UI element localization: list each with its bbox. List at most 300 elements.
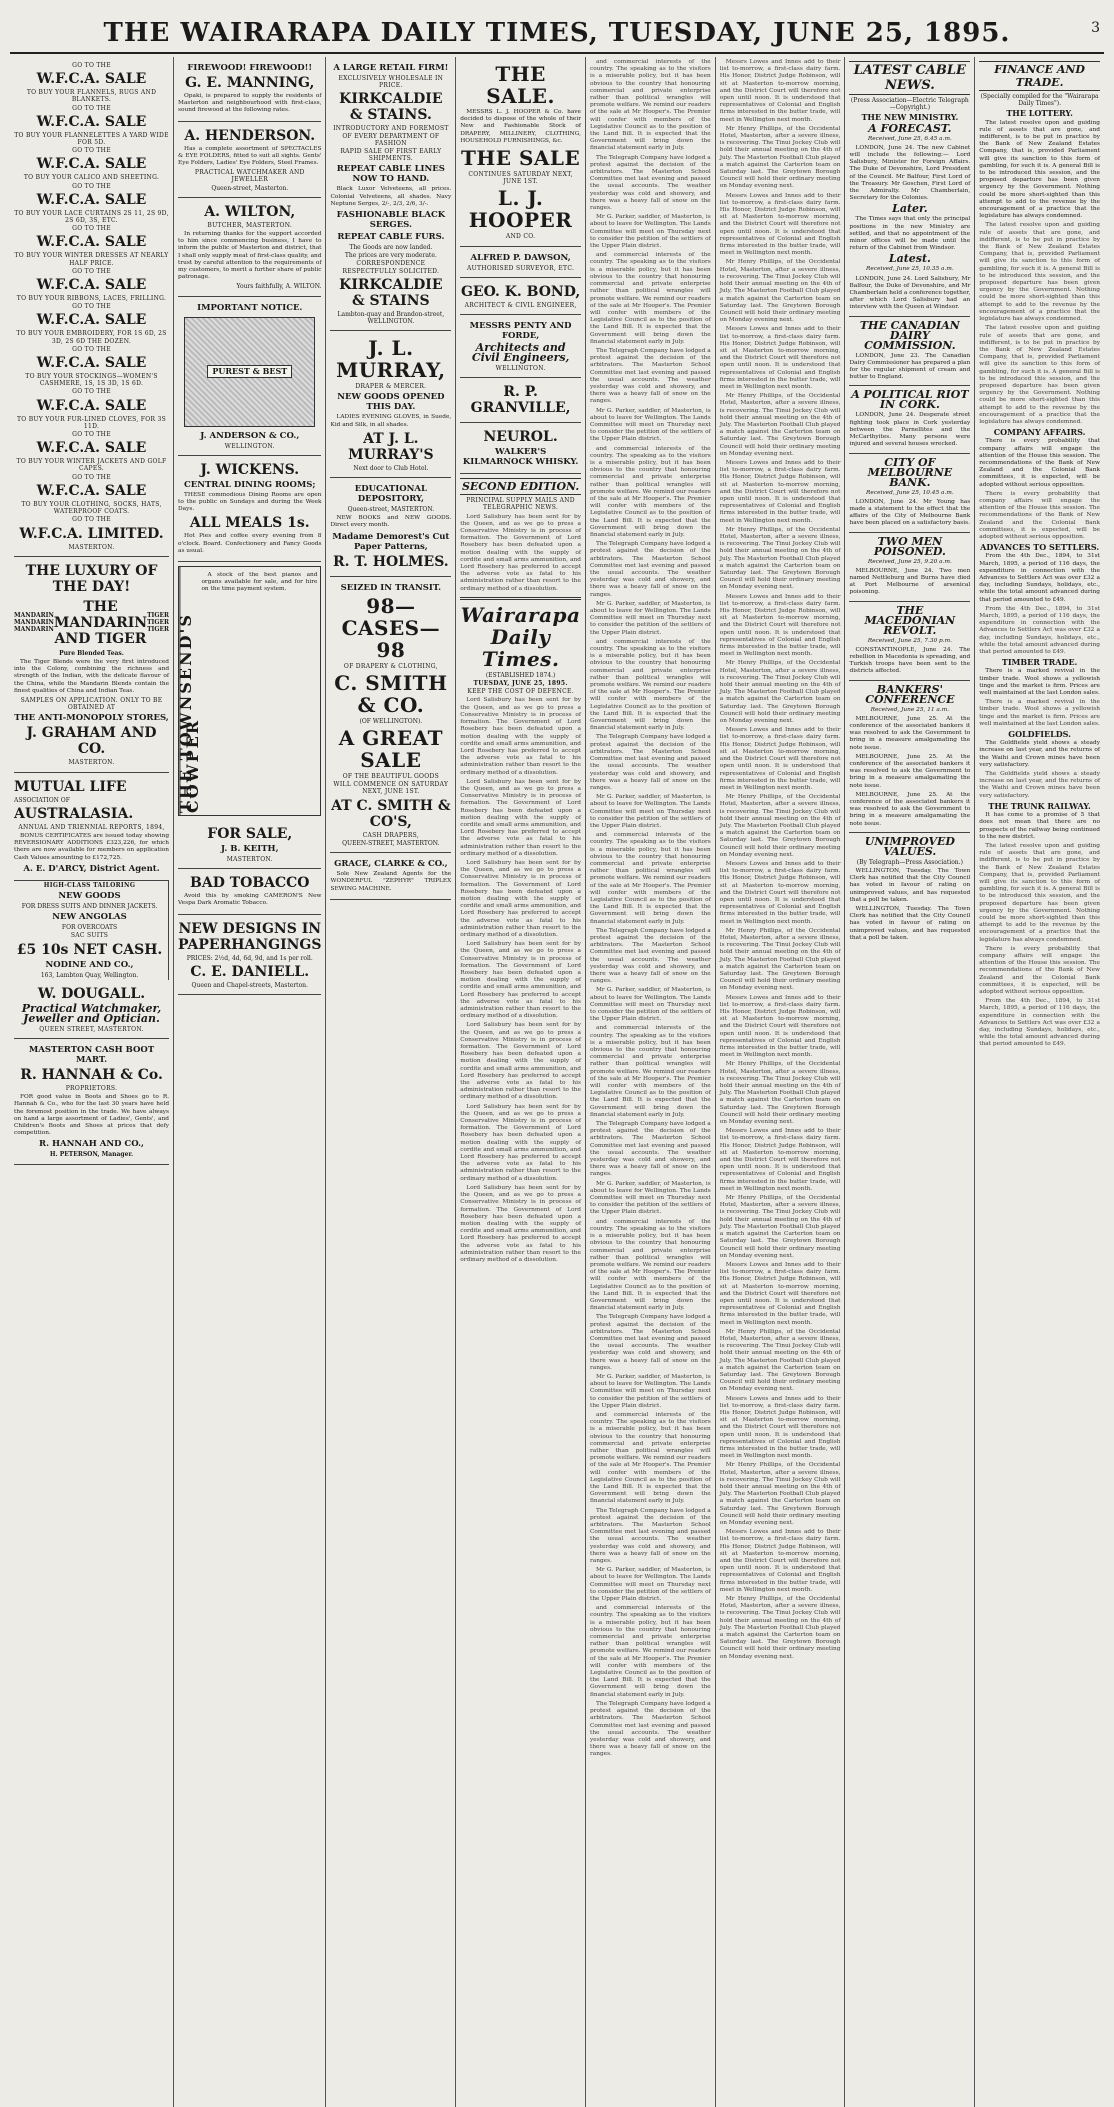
divider: [849, 601, 970, 602]
news-paragraph: Lord Salisbury has been sent for by the Queen, and as we go to press a Conservative Ministry is in process of formation. The Government of Lord Rosebery has been defeated upon a motion dealing with the supply of cordite and small arms ammunition, and Lord Rosebery has preferred to accept the adverse vote as fatal to his administration rather than resort to the ordinary method of a dissolution.: [460, 513, 581, 592]
timber-heading: TIMBER TRADE.: [1001, 657, 1078, 668]
unimproved-text: WELLINGTON, Tuesday. The Town Clerk has notified that the City Council has voted in favour of rating on unimproved values, and has requested that a poll be taken.: [849, 868, 971, 903]
unimproved-text: WELLINGTON, Tuesday. The Town Clerk has notified that the City Council has voted in favour of rating on unimproved values, and has requested that a poll be taken.: [849, 906, 971, 941]
canadian-heading: THE CANADIAN DAIRY COMMISSION.: [859, 318, 960, 352]
wfca-line: TO BUY YOUR RIBBONS, LACES, FRILLING.: [16, 295, 167, 303]
cable-news-heading: LATEST CABLE NEWS.: [849, 61, 970, 95]
dougall-heading: W. DOUGALL.: [37, 985, 146, 1002]
mails-subheading: PRINCIPAL SUPPLY MAILS AND TELEGRAPHIC NEWS.: [466, 497, 575, 512]
repeat-heading: REPEAT CABLE LINES NOW TO HAND.: [336, 164, 445, 185]
advances-heading: ADVANCES TO SETTLERS.: [980, 542, 1100, 553]
penty-role: Architects and Civil Engineers,: [471, 341, 570, 365]
news-paragraph: Mr G. Parker, saddler, of Masterton, is about to leave for Wellington. The Lands Committee will meet on Thursday next to consider the petition of the settlers of the Upper Plain district.: [589, 407, 711, 443]
macedonian-heading: THE MACEDONIAN REVOLT.: [864, 603, 956, 637]
news-paragraph: Messrs Lowes and Innes add to their list to-morrow, a first-class dairy farm. His Honor, District Judge Robinson, will sit at Masterton to-morrow morning, and the District Court will therefore not open until noon. It is understood that representatives of Colonial and English firms interested in the butter trade, will meet in Wellington next month.: [719, 326, 841, 390]
news-paragraph: Mr Henry Phillips, of the Occidental Hotel, Masterton, after a severe illness, is recovering. The Tinui Jockey Club will hold their annual meeting on the 4th of July. The Masterton Football Club played a match against the Carterton team on Saturday last. The Greytown Borough Council will hold their ordinary meeting on Monday evening next.: [719, 794, 841, 858]
news-paragraph: The Telegraph Company have lodged a protest against the decision of the arbitrators. The Masterton School Committee met last evening and passed the usual accounts. The weather yesterday was cold and showery, and there was a heavy fall of snow on the ranges.: [589, 154, 711, 212]
news-paragraph: Mr Henry Phillips, of the Occidental Hotel, Masterton, after a severe illness, is recovering. The Tinui Jockey Club will hold their annual meeting on the 4th of July. The Masterton Football Club played a match against the Carterton team on Saturday last. The Greytown Borough Council will hold their ordinary meeting on Monday evening next.: [719, 125, 841, 190]
news-paragraph: The Telegraph Company have lodged a protest against the decision of the arbitrators. The Masterton School Committee met last evening and passed the usual accounts. The weather yesterday was cold and showery, and there was a heavy fall of snow on the ranges.: [589, 347, 711, 405]
the-sale-heading-2: THE SALE: [460, 146, 581, 171]
dining-text: THESE commodious Dining Rooms are open to the public on Sundays and during the Week Days.: [178, 491, 322, 513]
kirkcaldie-address: Lambton-quay and Brandon-street, WELLINGTON.: [337, 310, 445, 326]
neurol-advert: [460, 423, 581, 474]
firewood-heading: FIREWOOD! FIREWOOD!!: [187, 63, 313, 73]
news-paragraph: Messrs Lowes and Innes add to their list to-morrow, a first-class dairy farm. His Honor, District Judge Robinson, will sit at Masterton to-morrow morning, and the District Court will therefore not open until noon. It is understood that representatives of Colonial and English firms interested in the butter trade, will meet in Wellington next month.: [719, 727, 841, 791]
editorial-paragraph: Lord Salisbury has been sent for by the Queen, and as we go to press a Conservative Ministry is in process of formation. The Government of Lord Rosebery has been defeated upon a motion dealing with the supply of cordite and small arms ammunition, and Lord Rosebery has preferred to accept the adverse vote as fatal to his administration rather than resort to the ordinary method of a dissolution.: [460, 1103, 581, 1182]
news-paragraph: Messrs Lowes and Innes add to their list to-morrow, a first-class dairy farm. His Honor, District Judge Robinson, will sit at Masterton to-morrow morning, and the District Court will therefore not open until noon. It is understood that representatives of Colonial and English firms interested in the butter trade, will meet in Wellington next month.: [719, 860, 841, 925]
illustration-label: PUREST & BEST: [207, 365, 292, 378]
melbourne-text: LONDON, June 24. Mr Young has made a statement to the effect that the affairs of the City of Melbourne Bank have been placed on a satisfactory basis.: [849, 498, 971, 527]
kirkcaldie-footer: KIRKCALDIE & STAINS: [339, 276, 443, 309]
established-text: (ESTABLISHED 1874.): [485, 671, 556, 679]
angolas-heading: NEW ANGOLAS: [52, 912, 127, 923]
news-paragraph: and commercial interests of the country. The speaking as to the visitors is a miserable policy, but it has been obvious to the country that honouring commercial and private enterprise rather than political wrangles will promote welfare. We remind our readers of the sale at Mr Hooper's. The Premier will confer with members of the Legislative Council as to the position of the Land Bill. It is expected that the Government will bring down the financial statement early in July.: [589, 1411, 711, 1505]
wfca-sale-heading: W.F.C.A. SALE: [36, 234, 147, 251]
saturday-text: WILL COMMENCE ON SATURDAY NEXT, JUNE 1ST.: [333, 781, 449, 796]
timber-text: There is a marked revival in the timber trade. Wool shows a yellowish tinge and the market is firm. Prices are well maintained at the last London sales.: [979, 668, 1100, 697]
luxury-heading: THE LUXURY OF THE DAY!: [25, 562, 158, 595]
bond-role: ARCHITECT & CIVIL ENGINEER,: [464, 301, 577, 309]
tailoring-section: [14, 881, 169, 980]
lottery-text: The latest resolve upon and guiding rule of assets that are gone, and indifferent, is to be put in practice by the Bank of New Zealand Estates Company, that is, provided Parliament will give its sanction to this form of gambling, for such it is. A general Bill is to be introduced this session, and the proposed departure has been given urgency by the Government. Nothing could be more short-sighted than this attempt to add to the revenue by the encouragement of a practice that the legislature has always condemned.: [979, 325, 1100, 425]
tiger-label: TIGER: [147, 626, 170, 634]
go-to-text: GO TO THE: [72, 267, 111, 275]
gold-text: The Goldfields yield shows a steady increase on last year, and the returns of the Waihi and Crown mines have been very satisfactory.: [979, 771, 1100, 799]
goods-landed-text: The Goods are now landed.: [349, 244, 433, 252]
hannah-advert: [14, 1039, 169, 1165]
kirkcaldie-heading: KIRKCALDIE & STAINS.: [339, 91, 443, 124]
prices-text: The prices are very moderate.: [344, 252, 437, 260]
tobacco-heading: BAD TOBACCO: [190, 875, 310, 892]
mandarin-tiger-heading: THE MANDARIN AND TIGER: [53, 598, 148, 647]
penty-advert: [460, 315, 581, 378]
tobacco-advert: [178, 869, 321, 914]
tiger-label: TIGER: [147, 612, 170, 620]
forecast-text: LONDON, June 24. The new Cabinet will include the following:— Lord Salisbury, Minister for Foreign Affairs. The Duke of Devonshire, Lord President of the Council. Mr Balfour, First Lord of the Treasury. Mr Goschen, First Lord of the Admiralty. Mr Chamberlain, Secretary for the Colonies.: [849, 144, 971, 202]
newspaper-title: THE WAIRARAPA DAILY TIMES, TUESDAY, JUNE 25, 1895.: [103, 18, 1011, 48]
finance-subheading: (Specially compiled for the "Wairarapa Daily Times").: [980, 93, 1099, 108]
cable-subheading: (Press Association—Electric Telegraph—Copyright.): [850, 97, 969, 112]
melbourne-date: Received, June 25, 10.45 a.m.: [866, 489, 954, 496]
go-to-text: GO TO THE: [72, 62, 111, 69]
wfca-line: TO BUY YOUR FUR-LINED CLOVES, FOR 3S 11D.: [16, 415, 167, 430]
hannah-manager: H. PETERSON, Manager.: [49, 1151, 134, 1159]
tailoring-heading: HIGH-CLASS TAILORING: [43, 881, 136, 889]
railway-text: It has come to a promise of 5 that does not mean that there are no prospects of the railway being continued to the new district.: [979, 812, 1100, 840]
murray-trade: DRAPER & MERCER.: [355, 383, 427, 391]
wfca-sale-heading: W.F.C.A. SALE: [36, 191, 147, 208]
column-1: [10, 57, 174, 2107]
news-paragraph: Mr Henry Phillips, of the Occidental Hotel, Masterton, after a severe illness, is recovering. The Tinui Jockey Club will hold their annual meeting on the 4th of July. The Masterton Football Club played a match against the Carterton team on Saturday last. The Greytown Borough Council will hold their ordinary meeting on Monday evening next.: [719, 927, 841, 992]
news-paragraph: Mr Henry Phillips, of the Occidental Hotel, Masterton, after a severe illness, is recovering. The Tinui Jockey Club will hold their annual meeting on the 4th of July. The Masterton Football Club played a match against the Carterton team on Saturday last. The Greytown Borough Council will hold their ordinary meeting on Monday evening next.: [719, 1195, 841, 1259]
cash-boot-heading: MASTERTON CASH BOOT MART.: [28, 1044, 155, 1065]
murray-footer: AT J. L. MURRAY'S: [348, 430, 434, 463]
second-edition-heading: SECOND EDITION.: [461, 480, 580, 494]
news-paragraph: and commercial interests of the country. The speaking as to the visitors is a miserable policy, but it has been obvious to the country that honouring commercial and private enterprise rather than political wrangles will promote welfare. We remind our readers of the sale at Mr Hooper's. The Premier will confer with members of the Legislative Council as to the position of the Land Bill. It is expected that the Government will bring down the financial statement early in July.: [589, 59, 711, 152]
news-paragraph: Messrs Lowes and Innes add to their list to-morrow, a first-class dairy farm. His Honor, District Judge Robinson, will sit at Masterton to-morrow morning, and the District Court will therefore not open until noon. It is understood that representatives of Colonial and English firms interested in the butter trade, will meet in Wellington next month.: [719, 1529, 841, 1593]
news-paragraph: The Telegraph Company have lodged a protest against the decision of the arbitrators. The Masterton School Committee met last evening and passed the usual accounts. The weather yesterday was cold and showery, and there was a heavy fall of snow on the ranges.: [589, 1507, 711, 1565]
wfca-line: TO BUY YOUR EMBROIDERY, FOR 1S 6D, 2S 3D, 2S 6D THE DOZEN.: [16, 330, 167, 345]
news-paragraph: Mr Henry Phillips, of the Occidental Hotel, Masterton, after a severe illness, is recovering. The Tinui Jockey Club will hold their annual meeting on the 4th of July. The Masterton Football Club played a match against the Carterton team on Saturday last. The Greytown Borough Council will hold their ordinary meeting on Monday evening next.: [719, 526, 841, 591]
holmes-heading: R. T. HOLMES.: [333, 553, 449, 570]
cash-address: QUEEN-STREET, MASTERTON.: [342, 839, 440, 847]
dawson-role: AUTHORISED SURVEYOR, ETC.: [467, 264, 575, 272]
keith-location: MASTERTON.: [226, 856, 273, 864]
rapid-sale-text: RAPID SALE OF FIRST EARLY SHIPMENTS.: [340, 148, 442, 163]
wfca-sale-heading: W.F.C.A. SALE: [36, 482, 147, 499]
column-3: [326, 57, 456, 2107]
hannah-proprietors: PROPRIETORS.: [65, 1084, 118, 1092]
news-paragraph: Mr G. Parker, saddler, of Masterton, is about to leave for Wellington. The Lands Committee will meet on Thursday next to consider the petition of the settlers of the Upper Plain district.: [589, 1567, 711, 1603]
divider: [460, 597, 581, 600]
news-paragraph: and commercial interests of the country. The speaking as to the visitors is a miserable policy, but it has been obvious to the country that honouring commercial and private enterprise rather than political wrangles will promote welfare. We remind our readers of the sale at Mr Hooper's. The Premier will confer with members of the Legislative Council as to the position of the Land Bill. It is expected that the Government will bring down the financial statement early in July.: [589, 252, 711, 345]
news-paragraph: Mr Henry Phillips, of the Occidental Hotel, Masterton, after a severe illness, is recovering. The Tinui Jockey Club will hold their annual meeting on the 4th of July. The Masterton Football Club played a match against the Carterton team on Saturday last. The Greytown Borough Council will hold their ordinary meeting on Monday evening next.: [719, 259, 841, 324]
wilton-trade: BUTCHER, MASTERTON.: [207, 221, 293, 229]
go-to-text: GO TO THE: [72, 516, 111, 524]
macedonian-text: CONSTANTINOPLE, June 24. The rebellion in Macedonia is spreading, and Turkish troops have been sent to the districts affected.: [849, 646, 971, 675]
mandarin-label: MANDARIN: [14, 619, 54, 627]
hooper-text: MESSRS L. J. HOOPER & Co. have decided to dispose of the whole of their New and Fashionable Stock of DRAPERY, MILLINERY, CLOTHING, HOUSEHOLD FURNISHINGS, &c.: [460, 109, 581, 144]
later-heading: Later.: [892, 202, 928, 216]
wfca-line: TO BUY YOUR WINTER DRESSES AT NEARLY HALF PRICE.: [14, 252, 169, 267]
news-paragraph: Mr Henry Phillips, of the Occidental Hotel, Masterton, after a severe illness, is recovering. The Tinui Jockey Club will hold their annual meeting on the 4th of July. The Masterton Football Club played a match against the Carterton team on Saturday last. The Greytown Borough Council will hold their ordinary meeting on Monday evening next.: [719, 1462, 841, 1527]
departments-text: INTRODUCTORY AND FOREMOST OF EVERY DEPARTMENT OF FASHION: [333, 125, 449, 147]
later-text: The Times says that only the principal positions in the new Ministry are settled, and that no appointment of the minor offices will be made until the return of the Cabinet from Windsor.: [849, 216, 971, 252]
melbourne-bank-heading: CITY OF MELBOURNE BANK.: [867, 455, 953, 489]
news-paragraph: The Telegraph Company have lodged a protest against the decision of the arbitrators. The Masterton School Committee met last evening and passed the usual accounts. The weather yesterday was cold and showery, and there was a heavy fall of snow on the ranges.: [589, 541, 711, 598]
news-paragraph: Messrs Lowes and Innes add to their list to-morrow, a first-class dairy farm. His Honor, District Judge Robinson, will sit at Masterton to-morrow morning, and the District Court will therefore not open until noon. It is understood that representatives of Colonial and English firms interested in the butter trade, will meet in Wellington next month.: [719, 1261, 841, 1326]
samples-text: SAMPLES ON APPLICATION. ONLY TO BE OBTAINED AT: [20, 696, 163, 712]
anderson-location: WELLINGTON.: [224, 442, 275, 450]
finance-text: From the 4th Dec., 1894, to 31st March, 1895, a period of 116 days, the expenditure in connection with the Advances to Settlers Act was over £32 a day, including Sundays, holidays, etc., while the total amount advanced during that period amounted to £49.: [979, 998, 1100, 1048]
suits-heading: FOR DRESS SUITS AND DINNER JACKETS.: [21, 902, 158, 910]
wfca-advert: [14, 57, 169, 557]
dawson-advert: [460, 247, 581, 278]
continues-text: CONTINUES SATURDAY NEXT, JUNE 1ST.: [468, 171, 573, 186]
silk-text: Black Luxor Velveteens, all prices. Colonial Velveteens, all shades. Navy Neptune Serges, 2/-, 2/3, 2/6, 3/-.: [330, 186, 452, 207]
wfca-sale-heading: W.F.C.A. SALE: [36, 312, 147, 329]
railway-heading: THE TRUNK RAILWAY.: [988, 800, 1091, 811]
firewood-text: Opaki, is prepared to supply the residents of Masterton and neighbourhood with first-class, sound firewood at the following rates.: [178, 93, 322, 114]
nodine-address: 163, Lambton Quay, Wellington.: [40, 971, 139, 979]
wfca-sale-heading: W.F.C.A. SALE: [36, 156, 147, 173]
daniell-address: Queen and Chapel-streets, Masterton.: [191, 981, 308, 989]
grace-heading: GRACE, CLARKE & CO.,: [334, 859, 448, 870]
forecast-date: Received, June 25, 6.45 a.m.: [867, 135, 952, 142]
canadian-text: LONDON, June 23. The Canadian Dairy Commissioner has prepared a plan for the regular shipment of cream and butter to England.: [849, 352, 971, 381]
news-paragraph: and commercial interests of the country. The speaking as to the visitors is a miserable policy, but it has been obvious to the country that honouring commercial and private enterprise rather than political wrangles will promote welfare. We remind our readers of the sale at Mr Hooper's. The Premier will confer with members of the Legislative Council as to the position of the Land Bill. It is expected that the Government will bring down the financial statement early in July.: [589, 638, 711, 732]
news-paragraph: Mr Henry Phillips, of the Occidental Hotel, Masterton, after a severe illness, is recovering. The Tinui Jockey Club will hold their annual meeting on the 4th of July. The Masterton Football Club played a match against the Carterton team on Saturday last. The Greytown Borough Council will hold their ordinary meeting on Monday evening next.: [719, 1328, 841, 1393]
divider: [849, 532, 970, 533]
news-paragraph: Messrs Lowes and Innes add to their list to-morrow, a first-class dairy farm. His Honor, District Judge Robinson, will sit at Masterton to-morrow morning, and the District Court will therefore not open until noon. It is understood that representatives of Colonial and English firms interested in the butter trade, will meet in Wellington next month.: [719, 593, 841, 658]
poisoned-text: MELBOURNE, June 24. Two men named Nettleburg and Burns have died at Port Melbourne of arsenical poisoning.: [849, 567, 971, 596]
divider: [849, 316, 970, 317]
teas-subheading: Pure Blended Teas.: [59, 649, 124, 657]
tobacco-text: Avoid this by smoking CAMERON'S New Vespa Dark Aromatic Tobacco.: [178, 893, 322, 907]
editorial-paragraph: Lord Salisbury has been sent for by the Queen, and as we go to press a Conservative Ministry is in process of formation. The Government of Lord Rosebery has been defeated upon a motion dealing with the supply of cordite and small arms ammunition, and Lord Rosebery has preferred to accept the adverse vote as fatal to his administration rather than resort to the ordinary method of a dissolution.: [460, 941, 581, 1020]
murray-heading: J. L. MURRAY,: [336, 336, 446, 383]
news-paragraph: Messrs Lowes and Innes add to their list to-morrow, a first-class dairy farm. His Honor, District Judge Robinson, will sit at Masterton to-morrow morning, and the District Court will therefore not open until noon. It is understood that representatives of Colonial and English firms interested in the butter trade, will meet in Wellington next month.: [719, 59, 841, 123]
news-paragraph: The Telegraph Company have lodged a protest against the decision of the arbitrators. The Masterton School Committee met last evening and passed the usual accounts. The weather yesterday was cold and showery, and there was a heavy fall of snow on the ranges.: [589, 1121, 711, 1178]
correspondence-text: CORRESPONDENCE RESPECTFULLY SOLICITED.: [342, 260, 440, 275]
wickens-heading: J. WICKENS.: [200, 461, 300, 478]
annual-reports: ANNUAL AND TRIENNIAL REPORTS, 1894,: [18, 823, 165, 831]
graham-heading: J. GRAHAM AND CO.: [26, 725, 157, 758]
wfca-sale-heading: W.F.C.A. SALE: [36, 113, 147, 130]
news-paragraph: and commercial interests of the country. The speaking as to the visitors is a miserable policy, but it has been obvious to the country that honouring commercial and private enterprise rather than political wrangles will promote welfare. We remind our readers of the sale at Mr Hooper's. The Premier will confer with members of the Legislative Council as to the position of the Land Bill. It is expected that the Government will bring down the financial statement early in July.: [589, 1605, 711, 1698]
boot-text: FOR good value in Boots and Shoes go to R. Hannah & Co., who for the last 30 years have held the foremost position in the trade. We have always on hand a large assortment of Ladies', Gents', and Children's Boots and Shoes at prices that defy competition.: [14, 1094, 170, 1137]
tea-text: The Tiger Blends were the very first introduced into the Colony, combining the richness and strength of the Indian, with the delicate flavour of the China, while the Mandarin Blends contain the finest qualities of China and Indian Teas.: [14, 658, 170, 694]
news-paragraph: Mr G. Parker, saddler, of Masterton, is about to leave for Wellington. The Lands Committee will meet on Thursday next to consider the petition of the settlers of the Upper Plain district.: [589, 794, 711, 829]
wilton-signature: Yours faithfully, A. WILTON.: [236, 283, 322, 291]
daniell-advert: [178, 915, 321, 995]
latest-text: LONDON, June 24. Lord Salisbury, Mr Balfour, the Duke of Devonshire, and Mr Chamberlain held a conference together, after which Lord Salisbury had an interview with the Queen at Windsor.: [849, 275, 971, 311]
poisoned-heading: TWO MEN POISONED.: [873, 534, 946, 558]
news-paragraph: and commercial interests of the country. The speaking as to the visitors is a miserable policy, but it has been obvious to the country that honouring commercial and private enterprise rather than political wrangles will promote welfare. We remind our readers of the sale at Mr Hooper's. The Premier will confer with members of the Legislative Council as to the position of the Land Bill. It is expected that the Government will bring down the financial statement early in July.: [589, 1025, 711, 1118]
divider: [849, 385, 970, 386]
bankers-text: MELBOURNE, June 25. At the conference of the associated bankers it was resolved to ask the Government to bring in a measure amalgamating the note issue.: [849, 791, 971, 827]
bond-advert: [460, 278, 581, 315]
news-paragraph: Mr G. Parker, saddler, of Masterton, is about to leave for Wellington. The Lands Committee will meet on Thursday next to consider the petition of the settlers of the Upper Plain district.: [589, 987, 711, 1023]
forecast-heading: A FORECAST.: [868, 121, 952, 135]
timber-text: There is a marked revival in the timber trade. Wool shows a yellowish tinge and the market is firm. Prices are well maintained at the last London sales.: [979, 699, 1100, 727]
go-to-text: GO TO THE: [72, 431, 111, 439]
page-number: 3: [1091, 20, 1100, 36]
go-to-text: GO TO THE: [72, 147, 111, 155]
advances-text: From the 4th Dec., 1894, to 31st March, 1895, a period of 116 days, the expenditure in connection with the Advances to Settlers Act was over £32 a day, including Sundays, holidays, etc., while the total amount advanced during that period amounted to £49.: [979, 553, 1100, 603]
macedonian-date: Received, June 25, 7.30 p.m.: [867, 637, 952, 644]
overcoats-text: FOR OVERCOATS: [61, 924, 118, 932]
divider: [849, 453, 970, 454]
go-to-text: GO TO THE: [72, 388, 111, 396]
editorial-paragraph: Lord Salisbury has been sent for by the Queen, and as we go to press a Conservative Ministry is in process of formation. The Government of Lord Rosebery has been defeated upon a motion dealing with the supply of cordite and small arms ammunition, and Lord Rosebery has preferred to accept the adverse vote as fatal to his administration rather than resort to the ordinary method of a dissolution.: [460, 778, 581, 857]
wilton-heading: A. WILTON,: [204, 203, 296, 220]
news-paragraph: and commercial interests of the country. The speaking as to the visitors is a miserable policy, but it has been obvious to the country that honouring commercial and private enterprise rather than political wrangles will promote welfare. We remind our readers of the sale at Mr Hooper's. The Premier will confer with members of the Legislative Council as to the position of the Land Bill. It is expected that the Government will bring down the financial statement early in July.: [589, 832, 711, 925]
smith-of: (OF WELLINGTON).: [359, 717, 423, 725]
divider: [849, 680, 970, 681]
editorial-paragraph: Lord Salisbury has been sent for by the Queen, and as we go to press a Conservative Ministry is in process of formation. The Government of Lord Rosebery has been defeated upon a motion dealing with the supply of cordite and small arms ammunition, and Lord Rosebery has preferred to accept the adverse vote as fatal to his administration rather than resort to the ordinary method of a dissolution.: [460, 697, 581, 776]
henderson-trade: PRACTICAL WATCHMAKER AND JEWELLER: [194, 169, 305, 184]
gloves-text: LADIES EVENING GLOVES, in Suede, Kid and Silk, in all shades.: [330, 414, 452, 428]
whisky-heading: WALKER'S KILMARNOCK WHISKY.: [462, 447, 579, 468]
wfca-line: TO BUY YOUR LACE CURTAINS 2S 11, 2S 9D, 2S 6D, 3S, ETC.: [14, 209, 169, 225]
hannah-footer: R. HANNAH AND CO.,: [39, 1139, 145, 1150]
news-paragraph: Mr G. Parker, saddler, of Masterton, is about to leave for Wellington. The Lands Committee will meet on Thursday next to consider the petition of the settlers of the Upper Plain district.: [589, 600, 711, 636]
columns: [10, 57, 1104, 2107]
mutual-assoc: ASSOCIATION OF: [14, 796, 70, 804]
gold-text: The Goldfields yield shows a steady increase on last year, and the returns of the Waihi and Crown mines have been very satisfactory.: [979, 740, 1100, 768]
new-goods-heading: NEW GOODS: [58, 890, 121, 901]
penty-heading: MESSRS PENTY AND FORDE,: [469, 321, 572, 342]
bonus-text: BONUS CERTIFICATES are issued today showing REVERSIONARY ADDITIONS £323,226, for which there are now available for members on application Cash Values amounting to £172,725.: [14, 832, 170, 861]
lottery-text: The latest resolve upon and guiding rule of assets that are gone, and indifferent, is to be put in practice by the Bank of New Zealand Estates Company, that is, provided Parliament will give its sanction to this form of gambling, for such it is. A general Bill is to be introduced this session, and the proposed departure has been given urgency by the Government. Nothing could be more short-sighted than this attempt to add to the revenue by the encouragement of a practice that the legislature has always condemned.: [979, 119, 1100, 220]
news-paragraph: The Telegraph Company have lodged a protest against the decision of the arbitrators. The Masterton School Committee met last evening and passed the usual accounts. The weather yesterday was cold and showery, and there was a heavy fall of snow on the ranges.: [589, 1700, 711, 1758]
anti-monopoly-heading: THE ANTI-MONOPOLY STORES,: [14, 713, 169, 724]
column-2: [174, 57, 326, 2107]
neurol-heading: NEUROL.: [483, 429, 558, 446]
vertical-advert: [178, 566, 321, 816]
fashionable-heading: FASHIONABLE BLACK SERGES.: [336, 210, 446, 231]
news-paragraph: Mr Henry Phillips, of the Occidental Hotel, Masterton, after a severe illness, is recovering. The Tinui Jockey Club will hold their annual meeting on the 4th of July. The Masterton Football Club played a match against the Carterton team on Saturday last. The Greytown Borough Council will hold their ordinary meeting on Monday evening next.: [719, 1061, 841, 1126]
news-paragraph: Messrs Lowes and Innes add to their list to-morrow, a first-class dairy farm. His Honor, District Judge Robinson, will sit at Masterton to-morrow morning, and the District Court will therefore not open until noon. It is understood that representatives of Colonial and English firms interested in the butter trade, will meet in Wellington next month.: [719, 192, 841, 257]
column-6: [716, 57, 846, 2107]
books-text: NEW BOOKS and NEW GOODS. Direct every month.: [330, 515, 452, 529]
mandarin-tiger-row: [14, 597, 169, 649]
company-text: There is every probability that company affairs will engage the attention of the House this session. The recommendations of the Bank of New Zealand and the Colonial Bank committees, it is expected, will be adopted without serious opposition.: [979, 438, 1100, 488]
bankers-heading: BANKERS' CONFERENCE: [865, 682, 955, 706]
great-sale-heading: A GREAT SALE: [338, 726, 443, 773]
column-8: [975, 57, 1104, 2107]
riot-text: LONDON, June 24. Desperate street fighting took place in Cork yesterday between the Parnellites and the McCarthyites. Many persons were injured and several houses wrecked.: [849, 412, 971, 448]
go-to-text: GO TO THE: [72, 303, 111, 311]
go-to-text: GO TO THE: [72, 182, 111, 190]
wfca-sale-heading: W.F.C.A. SALE: [36, 355, 147, 372]
graham-place: MASTERTON.: [68, 759, 115, 767]
manning-heading: G. E. MANNING,: [185, 75, 315, 91]
wfca-line: TO BUY YOUR CALICO AND SHEETING.: [23, 174, 160, 182]
lottery-text: The latest resolve upon and guiding rule of assets that are gone, and indifferent, is to be put in practice by the Bank of New Zealand Estates Company, that is, provided Parliament will give its sanction to this form of gambling, for such it is. A general Bill is to be introduced this session, and the proposed departure has been given urgency by the Government. Nothing could be more short-sighted than this attempt to add to the revenue by the encouragement of a practice that the legislature has always condemned.: [979, 222, 1100, 323]
paperhangings-prices: PRICES: 2½d, 4d, 6d, 9d, and 1s per roll.: [186, 954, 313, 962]
murray-location: Next door to Club Hotel.: [353, 464, 429, 472]
penty-location: WELLINGTON.: [495, 365, 546, 373]
tea-advert: [14, 557, 169, 773]
dining-heading: CENTRAL DINING ROOMS;: [183, 479, 316, 490]
wfca-sale-heading: W.F.C.A. SALE: [36, 440, 147, 457]
educational-address: Queen-street, MASTERTON.: [347, 506, 435, 514]
seized-heading: SEIZED IN TRANSIT.: [340, 582, 442, 593]
wfca-line: TO BUY YOUR STOCKINGS—WOMEN'S CASHMERE, 1S, 1S 3D, 1S 6D.: [25, 373, 158, 388]
advances-text: From the 4th Dec., 1894, to 31st March, 1895, a period of 116 days, the expenditure in connection with the Advances to Settlers Act was over £32 a day, including Sundays, holidays, etc., while the total amount advanced during that period amounted to £49.: [979, 605, 1100, 656]
kirkcaldie-advert: [330, 57, 451, 331]
australasia-heading: AUSTRALASIA.: [14, 805, 134, 822]
wfca-line: TO BUY YOUR FLANNELS, RUGS AND BLANKETS.: [26, 89, 157, 104]
hot-pies-text: Hot Pies and coffee every evening from 8 o'clock. Board. Confectionery and Fancy Goods as usual.: [178, 533, 322, 554]
column-5: [586, 57, 716, 2107]
editorial-heading: KEEP THE COST OF DEFENCE.: [467, 688, 574, 696]
news-paragraph: and commercial interests of the country. The speaking as to the visitors is a miserable policy, but it has been obvious to the country that honouring commercial and private enterprise rather than political wrangles will promote welfare. We remind our readers of the sale at Mr Hooper's. The Premier will confer with members of the Legislative Council as to the position of the Land Bill. It is expected that the Government will bring down the financial statement early in July.: [589, 445, 711, 538]
murray-new-goods: NEW GOODS OPENED THIS DAY.: [337, 392, 445, 413]
daniell-heading: C. E. DANIELL.: [190, 963, 310, 980]
date-line: TUESDAY, JUNE 25, 1895.: [473, 680, 568, 688]
hooper-advert: [460, 57, 581, 247]
meals-heading: ALL MEALS 1s.: [189, 515, 310, 532]
henderson-heading: A. HENDERSON.: [184, 127, 316, 144]
poisoned-date: Received, June 25, 9.20 a.m.: [867, 558, 952, 565]
madame-heading: Madame Demorest's Cut Paper Patterns,: [332, 531, 450, 552]
henderson-advert: [178, 122, 321, 198]
smith-heading: C. SMITH & CO.: [334, 670, 448, 717]
masthead: [10, 18, 1104, 54]
henderson-address: Queen-street, Masterton.: [211, 184, 289, 192]
sac-suits: SAC SUITS: [70, 932, 109, 940]
bankers-date: Received, June 25, 11 a.m.: [870, 706, 950, 713]
for-sale-advert: [178, 820, 321, 869]
news-paragraph: The Telegraph Company have lodged a protest against the decision of the arbitrators. The Masterton School Committee met last evening and passed the usual accounts. The weather yesterday was cold and showery, and there was a heavy fall of snow on the ranges.: [589, 927, 711, 985]
go-to-text: GO TO THE: [72, 473, 111, 481]
editorial-paragraph: Lord Salisbury has been sent for by the Queen, and as we go to press a Conservative Ministry is in process of formation. The Government of Lord Rosebery has been defeated upon a motion dealing with the supply of cordite and small arms ammunition, and Lord Rosebery has preferred to accept the adverse vote as fatal to his administration rather than resort to the ordinary method of a dissolution.: [460, 859, 581, 938]
nodine-heading: NODINE AND CO.,: [45, 959, 134, 970]
wfca-line: TO BUY YOUR CLOTHING, SOCKS, HATS, WATERPROOF COATS.: [21, 500, 162, 516]
go-to-text: GO TO THE: [72, 104, 111, 112]
news-paragraph: The Telegraph Company have lodged a protest against the decision of the arbitrators. The Masterton School Committee met last evening and passed the usual accounts. The weather yesterday was cold and showery, and there was a heavy fall of snow on the ranges.: [589, 1314, 711, 1371]
news-paragraph: Messrs Lowes and Innes add to their list to-morrow, a first-class dairy farm. His Honor, District Judge Robinson, will sit at Masterton to-morrow morning, and the District Court will therefore not open until noon. It is understood that representatives of Colonial and English firms interested in the butter trade, will meet in Wellington next month.: [719, 459, 841, 524]
for-sale-heading: FOR SALE,: [207, 826, 293, 843]
darcy-agent: A. E. D'ARCY, District Agent.: [23, 863, 160, 874]
wfca-sale-heading: W.F.C.A. SALE: [36, 277, 147, 294]
news-paragraph: Messrs Lowes and Innes add to their list to-morrow, a first-class dairy farm. His Honor, District Judge Robinson, will sit at Masterton to-morrow morning, and the District Court will therefore not open until noon. It is understood that representatives of Colonial and English firms interested in the butter trade, will meet in Wellington next month.: [719, 1128, 841, 1192]
smith-co-heading: AT C. SMITH & CO'S,: [331, 797, 451, 830]
educational-heading: EDUCATIONAL DEPOSITORY,: [354, 484, 427, 505]
company-heading: COMPANY AFFAIRS.: [993, 427, 1086, 438]
exclusively-text: EXCLUSIVELY WHOLESALE IN PRICE.: [338, 75, 444, 90]
mandarin-label: MANDARIN: [14, 612, 54, 620]
political-riot-heading: A POLITICAL RIOT IN CORK.: [851, 388, 969, 412]
dougall-address: QUEEN STREET, MASTERTON.: [39, 1025, 144, 1033]
finance-text: There is every probability that company affairs will engage the attention of the House this session. The recommendations of the Bank of New Zealand and the Colonial Bank committees, it is expected, will be adopted without serious opposition.: [979, 945, 1100, 995]
tiger-label: TIGER: [147, 619, 170, 627]
important-notice: [178, 297, 321, 456]
grace-advert: [330, 853, 451, 900]
news-paragraph: Mr G. Parker, saddler, of Masterton, is about to leave for Wellington. The Lands Committee will meet on Thursday next to consider the petition of the settlers of the Upper Plain district.: [589, 1373, 711, 1409]
tailoring-advert: [14, 881, 169, 980]
latest-date: Received, June 25, 10.35 a.m.: [866, 266, 954, 273]
cash-drapers-text: CASH DRAPERS,: [362, 831, 420, 839]
wfca-sale-heading: W.F.C.A. SALE: [36, 397, 147, 414]
mandarin-side: [14, 612, 54, 633]
company-text: There is every probability that company affairs will engage the attention of the House this session. The recommendations of the Bank of New Zealand and the Colonial Bank committees, it is expected, will be adopted without serious opposition.: [979, 490, 1100, 540]
cases-heading: 98—CASES—98: [341, 593, 441, 662]
dougall-advert: [14, 980, 169, 1039]
hannah-heading: R. HANNAH & Co.: [20, 1066, 163, 1083]
wilton-advert: [178, 198, 321, 297]
drapery-text: OF DRAPERY & CLOTHING,: [343, 662, 438, 670]
bankers-text: MELBOURNE, June 25. At the conference of the associated bankers it was resolved to ask the Government to bring in a measure amalgamating the note issue.: [849, 715, 971, 751]
lottery-heading: THE LOTTERY.: [1006, 108, 1073, 119]
important-heading: IMPORTANT NOTICE.: [197, 302, 303, 313]
wickens-advert: [178, 456, 321, 562]
keith-heading: J. B. KEITH,: [220, 844, 279, 855]
wfca-line: TO BUY YOUR FLANNELETTES A YARD WIDE FOR 5D.: [14, 131, 169, 147]
smith-advert: [330, 577, 451, 853]
murray-advert: [330, 331, 451, 478]
news-paragraph: Mr G. Parker, saddler, of Masterton, is about to leave for Wellington. The Lands Committee will meet on Thursday next to consider the petition of the settlers of the Upper Plain district.: [589, 214, 711, 250]
henderson-text: Has a complete assortment of SPECTACLES & EYE FOLDERS, fitted to suit all sights. Gents' Eye Folders, Ladies' Eye Folders, Steel Frames.: [178, 145, 322, 167]
news-paragraph: Mr G. Parker, saddler, of Masterton, is about to leave for Wellington. The Lands Committee will meet on Thursday next to consider the petition of the settlers of the Upper Plain district.: [589, 1180, 711, 1216]
column-4: [456, 57, 586, 2107]
the-sale-heading: THE SALE.: [486, 62, 555, 108]
dawson-heading: ALFRED P. DAWSON,: [470, 252, 571, 263]
wilton-text: In returning thanks for the support accorded to him since commencing business, I have to inform the public of Masterton and district, that I shall only supply meat of first-class quality, and trust by careful attention to the requirements of my customers, to merit a further share of public patronage.: [178, 231, 322, 281]
tiger-side: [147, 612, 169, 633]
wfca-sale-heading: W.F.C.A. SALE: [36, 71, 147, 88]
granville-heading: R. P. GRANVILLE,: [470, 384, 571, 417]
mandarin-label: MANDARIN: [14, 626, 54, 634]
grace-text: Sole New Zealand Agents for the WONDERFUL "ZEPHYR" TRIPLEX SEWING MACHINE.: [330, 871, 452, 892]
gold-heading: GOLDFIELDS.: [1008, 729, 1071, 740]
vertical-ad-title: THE TOWNSEND'S COWPER: [179, 567, 198, 815]
unimproved-subheading: (By Telegraph—Press Association.): [856, 858, 963, 866]
news-paragraph: The Telegraph Company have lodged a protest against the decision of the arbitrators. The Masterton School Committee met last evening and passed the usual accounts. The weather yesterday was cold and showery, and there was a heavy fall of snow on the ranges.: [589, 734, 711, 791]
news-paragraph: Messrs Lowes and Innes add to their list to-morrow, a first-class dairy farm. His Honor, District Judge Robinson, will sit at Masterton to-morrow morning, and the District Court will therefore not open until noon. It is understood that representatives of Colonial and English firms interested in the butter trade, will meet in Wellington next month.: [719, 994, 841, 1059]
news-paragraph: Mr Henry Phillips, of the Occidental Hotel, Masterton, after a severe illness, is recovering. The Tinui Jockey Club will hold their annual meeting on the 4th of July. The Masterton Football Club played a match against the Carterton team on Saturday last. The Greytown Borough Council will hold their ordinary meeting on Monday evening next.: [719, 1596, 841, 1660]
holmes-advert: [330, 478, 451, 577]
latest-heading: Latest.: [888, 252, 931, 266]
wfca-limited-heading: W.F.C.A. LIMITED.: [19, 525, 164, 542]
divider: [849, 832, 970, 833]
beautiful-text: OF THE BEAUTIFUL GOODS: [342, 773, 440, 781]
mutual-life-heading: MUTUAL LIFE: [14, 778, 127, 795]
editorial-paragraph: Lord Salisbury has been sent for by the Queen, and as we go to press a Conservative Ministry is in process of formation. The Government of Lord Rosebery has been defeated upon a motion dealing with the supply of cordite and small arms ammunition, and Lord Rosebery has preferred to accept the adverse vote as fatal to his administration rather than resort to the ordinary method of a dissolution.: [460, 1184, 581, 1263]
